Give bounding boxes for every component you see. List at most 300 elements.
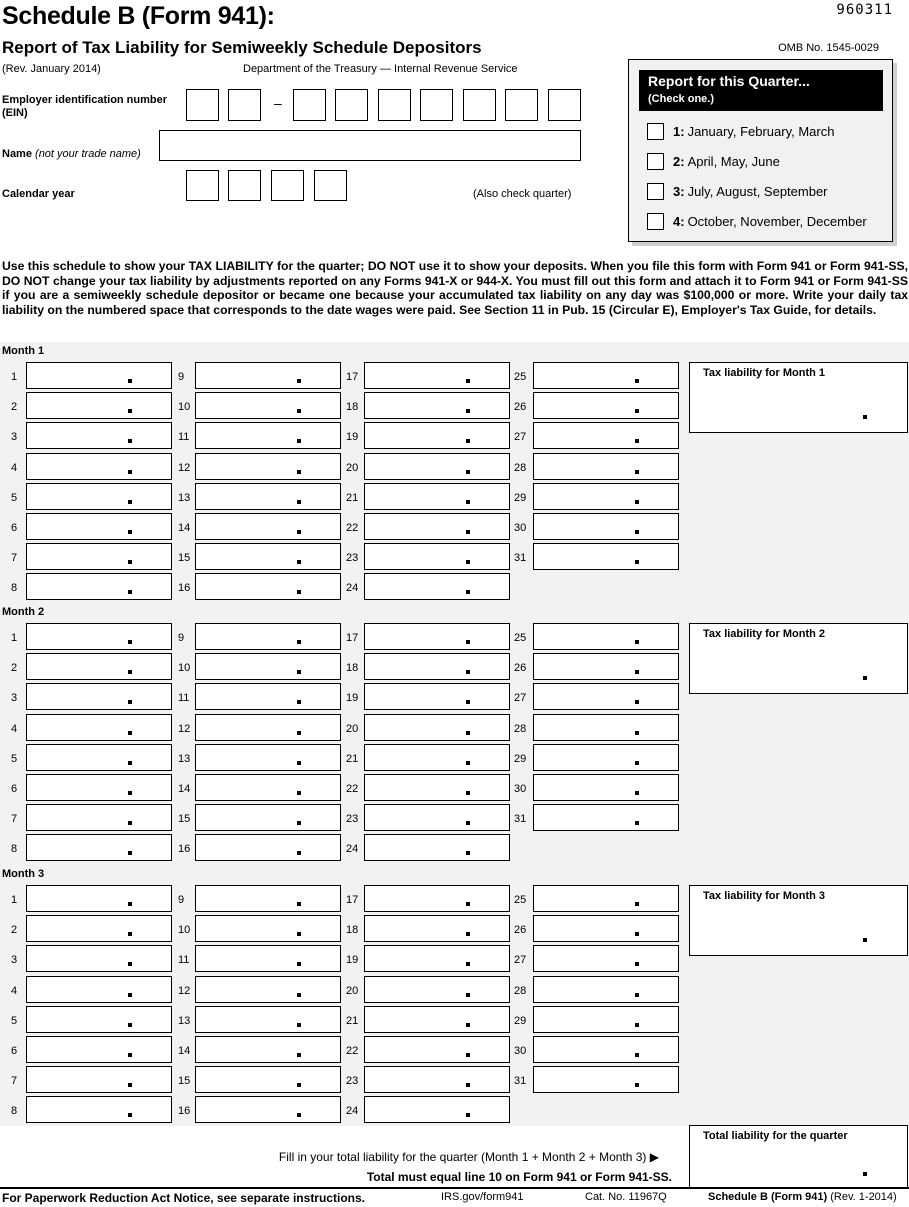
- quarter-heading-title: Report for this Quarter...: [648, 73, 810, 89]
- decimal-point: [128, 470, 132, 474]
- day-number: 10: [178, 662, 191, 675]
- decimal-point: [297, 409, 301, 413]
- quarter-option-num: 2:: [673, 154, 685, 169]
- decimal-point: [635, 821, 639, 825]
- total-fill-instruction: Fill in your total liability for the quarter (Month 1 + Month 2 + Month 3) ▶: [278, 1150, 659, 1164]
- day-number: 20: [346, 984, 359, 997]
- decimal-point: [635, 932, 639, 936]
- month-2-day-25-field[interactable]: [533, 623, 679, 650]
- day-number: 21: [346, 1014, 359, 1027]
- decimal-point: [128, 932, 132, 936]
- day-number: 11: [178, 431, 190, 444]
- month-2-day-2-field[interactable]: [26, 653, 172, 680]
- month-2-day-3-field[interactable]: [26, 683, 172, 710]
- day-number: 28: [514, 722, 527, 735]
- day-number: 30: [514, 1045, 527, 1057]
- day-number: 11: [178, 954, 190, 967]
- decimal-point: [635, 470, 639, 474]
- decimal-point: [863, 415, 867, 419]
- day-number: 10: [178, 401, 191, 414]
- day-number: 11: [178, 692, 190, 705]
- day-number: 3: [11, 431, 18, 444]
- decimal-point: [635, 640, 639, 644]
- day-number: 4: [11, 984, 18, 997]
- month-2-day-11-field[interactable]: [195, 683, 341, 710]
- month-2-day-9-field[interactable]: [195, 623, 341, 650]
- day-number: 1: [11, 371, 18, 383]
- month-1-day-18-field[interactable]: [364, 392, 510, 419]
- month-1-day-23-field[interactable]: [364, 543, 510, 570]
- month-3-day-5-field[interactable]: [26, 1006, 172, 1033]
- month-1-day-2-field[interactable]: [26, 392, 172, 419]
- month-1-day-10-field[interactable]: [195, 392, 341, 419]
- month-2-day-29-field[interactable]: [533, 744, 679, 771]
- month-3-day-15-field[interactable]: [195, 1066, 341, 1093]
- omb-number: OMB No. 1545-0029: [778, 42, 879, 54]
- month-1-day-1-field[interactable]: [26, 362, 172, 389]
- ein-digit-3[interactable]: [293, 89, 326, 121]
- day-number: 22: [346, 522, 359, 534]
- day-number: 9: [178, 894, 185, 906]
- month-2-day-24-field[interactable]: [364, 834, 510, 861]
- day-number: 20: [346, 722, 359, 735]
- month-1-total-box[interactable]: [689, 362, 908, 433]
- month-3-day-30-field[interactable]: [533, 1036, 679, 1063]
- day-number: 26: [514, 924, 527, 937]
- day-number: 16: [178, 582, 191, 595]
- month-3-day-18-field[interactable]: [364, 915, 510, 942]
- day-number: 15: [178, 813, 191, 826]
- decimal-point: [635, 902, 639, 906]
- decimal-point: [466, 439, 470, 443]
- total-must-equal: Total must equal line 10 on Form 941 or Form 941-SS.: [366, 1170, 672, 1184]
- month-3-day-19-field[interactable]: [364, 945, 510, 972]
- decimal-point: [297, 932, 301, 936]
- month-3-day-23-field[interactable]: [364, 1066, 510, 1093]
- form-title: Schedule B (Form 941):: [2, 2, 275, 30]
- month-2-day-18-field[interactable]: [364, 653, 510, 680]
- day-number: 5: [11, 1014, 18, 1027]
- month-1-day-27-field[interactable]: [533, 422, 679, 449]
- day-number: 7: [11, 813, 18, 826]
- footer-rule: [0, 1187, 909, 1189]
- total-liability-box[interactable]: [689, 1125, 908, 1188]
- revision-date: (Rev. January 2014): [2, 63, 101, 75]
- decimal-point: [128, 962, 132, 966]
- month-2-day-12-field[interactable]: [195, 714, 341, 741]
- day-number: 15: [178, 552, 191, 565]
- decimal-point: [635, 761, 639, 765]
- day-number: 22: [346, 1045, 359, 1057]
- month-1-day-26-field[interactable]: [533, 392, 679, 419]
- day-number: 19: [346, 954, 359, 967]
- decimal-point: [128, 379, 132, 383]
- decimal-point: [863, 676, 867, 680]
- month-2-day-27-field[interactable]: [533, 683, 679, 710]
- month-3-day-27-field[interactable]: [533, 945, 679, 972]
- month-3-day-16-field[interactable]: [195, 1096, 341, 1123]
- instructions-text: Use this schedule to show your TAX LIABILITY for the quarter; DO NOT use it to show your deposits. When you file this form with Form 941 or Form 941-SS, DO NOT change your tax liability by adjustments reported on any Forms 941-X or 944-X. You must fill out this form and attach it to Form 941 or Form 941-SS if you are a semiweekly schedule depositor or became one because your accumulated tax liability on any day was $100,000 or more. Write your daily tax liability on the numbered space that corresponds to the date wages were paid. See Section 11 in Pub. 15 (Circular E), Employer's Tax Guide, for details.: [2, 259, 908, 317]
- month-3-day-11-field[interactable]: [195, 945, 341, 972]
- decimal-point: [128, 1053, 132, 1057]
- calendar-year-label: Calendar year: [2, 188, 75, 200]
- quarter-checkbox-2[interactable]: [647, 153, 664, 170]
- month-2-day-16-field[interactable]: [195, 834, 341, 861]
- day-number: 17: [346, 632, 359, 644]
- year-digit-2[interactable]: [228, 170, 261, 201]
- month-3-day-13-field[interactable]: [195, 1006, 341, 1033]
- day-number: 28: [514, 984, 527, 997]
- decimal-point: [635, 1023, 639, 1027]
- day-number: 6: [11, 1045, 18, 1057]
- day-number: 14: [178, 783, 191, 795]
- quarter-option-label: April, May, June: [687, 154, 780, 169]
- day-number: 23: [346, 1075, 359, 1088]
- month-2-day-10-field[interactable]: [195, 653, 341, 680]
- month-2-day-6-field[interactable]: [26, 774, 172, 801]
- ein-digit-5[interactable]: [378, 89, 411, 121]
- decimal-point: [466, 902, 470, 906]
- ein-digit-9[interactable]: [548, 89, 581, 121]
- day-number: 17: [346, 894, 359, 906]
- ein-label-line1: Employer identification number: [2, 94, 168, 106]
- decimal-point: [128, 409, 132, 413]
- month-2-day-26-field[interactable]: [533, 653, 679, 680]
- decimal-point: [635, 409, 639, 413]
- quarter-checkbox-1[interactable]: [647, 123, 664, 140]
- form-code: 960311: [836, 2, 893, 18]
- decimal-point: [466, 409, 470, 413]
- day-number: 19: [346, 692, 359, 705]
- decimal-point: [466, 640, 470, 644]
- month-1-day-8-field[interactable]: [26, 573, 172, 600]
- decimal-point: [466, 731, 470, 735]
- day-number: 30: [514, 522, 527, 534]
- year-digit-3[interactable]: [271, 170, 304, 201]
- month-1-day-9-field[interactable]: [195, 362, 341, 389]
- quarter-checkbox-3[interactable]: [647, 183, 664, 200]
- schedule-footer-rev: (Rev. 1-2014): [830, 1191, 897, 1203]
- month-3-day-9-field[interactable]: [195, 885, 341, 912]
- day-number: 16: [178, 843, 191, 856]
- day-number: 13: [178, 1014, 191, 1027]
- month-1-day-30-field[interactable]: [533, 513, 679, 540]
- day-number: 9: [178, 371, 185, 383]
- name-field[interactable]: [159, 130, 581, 161]
- day-number: 14: [178, 1045, 191, 1057]
- decimal-point: [635, 993, 639, 997]
- day-number: 18: [346, 401, 359, 414]
- month-3-day-4-field[interactable]: [26, 976, 172, 1003]
- quarter-option-label: October, November, December: [687, 214, 867, 229]
- month-total-label: Tax liability for Month 1: [703, 367, 826, 379]
- decimal-point: [128, 761, 132, 765]
- day-number: 28: [514, 461, 527, 474]
- month-2-day-15-field[interactable]: [195, 804, 341, 831]
- month-3-day-2-field[interactable]: [26, 915, 172, 942]
- month-1-day-7-field[interactable]: [26, 543, 172, 570]
- decimal-point: [297, 439, 301, 443]
- quarter-option-4[interactable]: [647, 213, 867, 230]
- month-3-day-6-field[interactable]: [26, 1036, 172, 1063]
- month-1-day-12-field[interactable]: [195, 453, 341, 480]
- decimal-point: [128, 500, 132, 504]
- month-2-day-20-field[interactable]: [364, 714, 510, 741]
- month-2-day-4-field[interactable]: [26, 714, 172, 741]
- decimal-point: [635, 379, 639, 383]
- decimal-point: [297, 470, 301, 474]
- day-number: 2: [11, 401, 18, 414]
- ein-digit-4[interactable]: [335, 89, 368, 121]
- month-1-day-6-field[interactable]: [26, 513, 172, 540]
- decimal-point: [466, 379, 470, 383]
- month-2-day-19-field[interactable]: [364, 683, 510, 710]
- schedule-footer: [708, 1191, 897, 1203]
- month-label: Month 2: [2, 606, 45, 618]
- day-number: 29: [514, 752, 527, 765]
- day-number: 24: [346, 843, 359, 856]
- day-number: 27: [514, 954, 527, 967]
- day-number: 8: [11, 1105, 18, 1118]
- month-2-day-8-field[interactable]: [26, 834, 172, 861]
- month-total-label: Tax liability for Month 3: [703, 890, 826, 902]
- month-1-day-16-field[interactable]: [195, 573, 341, 600]
- day-number: 9: [178, 632, 185, 644]
- month-3-total-box[interactable]: [689, 885, 908, 956]
- month-3-day-26-field[interactable]: [533, 915, 679, 942]
- month-1-day-19-field[interactable]: [364, 422, 510, 449]
- decimal-point: [635, 731, 639, 735]
- day-number: 7: [11, 1075, 18, 1088]
- name-label-text: Name: [2, 148, 32, 160]
- day-number: 26: [514, 401, 527, 414]
- day-number: 27: [514, 431, 527, 444]
- decimal-point: [128, 993, 132, 997]
- decimal-point: [466, 1023, 470, 1027]
- quarter-option-label: January, February, March: [687, 124, 835, 139]
- quarter-panel: [628, 59, 893, 242]
- day-number: 14: [178, 522, 191, 534]
- month-1-day-13-field[interactable]: [195, 483, 341, 510]
- decimal-point: [128, 851, 132, 855]
- total-liability-label: Total liability for the quarter: [703, 1130, 848, 1142]
- decimal-point: [466, 1083, 470, 1087]
- month-1-day-24-field[interactable]: [364, 573, 510, 600]
- month-2-day-28-field[interactable]: [533, 714, 679, 741]
- decimal-point: [128, 1023, 132, 1027]
- year-digit-4[interactable]: [314, 170, 347, 201]
- decimal-point: [466, 962, 470, 966]
- month-1-day-15-field[interactable]: [195, 543, 341, 570]
- day-number: 6: [11, 522, 18, 534]
- decimal-point: [297, 700, 301, 704]
- month-3-day-28-field[interactable]: [533, 976, 679, 1003]
- decimal-point: [635, 1083, 639, 1087]
- decimal-point: [466, 761, 470, 765]
- month-3-day-20-field[interactable]: [364, 976, 510, 1003]
- month-2-day-31-field[interactable]: [533, 804, 679, 831]
- decimal-point: [297, 640, 301, 644]
- decimal-point: [297, 791, 301, 795]
- month-1-day-11-field[interactable]: [195, 422, 341, 449]
- quarter-option-label: July, August, September: [687, 184, 828, 199]
- decimal-point: [635, 439, 639, 443]
- day-number: 1: [11, 632, 18, 644]
- day-number: 31: [514, 552, 527, 565]
- decimal-point: [635, 500, 639, 504]
- day-number: 24: [346, 582, 359, 595]
- ein-digit-8[interactable]: [505, 89, 538, 121]
- decimal-point: [128, 821, 132, 825]
- decimal-point: [466, 821, 470, 825]
- decimal-point: [128, 439, 132, 443]
- day-number: 27: [514, 692, 527, 705]
- quarter-option-num: 3:: [673, 184, 685, 199]
- month-2-day-21-field[interactable]: [364, 744, 510, 771]
- month-3-day-7-field[interactable]: [26, 1066, 172, 1093]
- decimal-point: [297, 731, 301, 735]
- day-number: 21: [346, 491, 359, 504]
- month-2-day-7-field[interactable]: [26, 804, 172, 831]
- month-2-day-1-field[interactable]: [26, 623, 172, 650]
- day-number: 2: [11, 924, 18, 937]
- month-2-total-box[interactable]: [689, 623, 908, 694]
- decimal-point: [297, 761, 301, 765]
- decimal-point: [128, 791, 132, 795]
- day-number: 16: [178, 1105, 191, 1118]
- decimal-point: [466, 560, 470, 564]
- decimal-point: [635, 1053, 639, 1057]
- decimal-point: [297, 962, 301, 966]
- month-3-day-12-field[interactable]: [195, 976, 341, 1003]
- month-1-day-25-field[interactable]: [533, 362, 679, 389]
- month-3-day-8-field[interactable]: [26, 1096, 172, 1123]
- decimal-point: [128, 530, 132, 534]
- decimal-point: [466, 500, 470, 504]
- decimal-point: [466, 1113, 470, 1117]
- month-3-day-10-field[interactable]: [195, 915, 341, 942]
- decimal-point: [863, 1172, 867, 1176]
- month-1-day-20-field[interactable]: [364, 453, 510, 480]
- month-1-day-29-field[interactable]: [533, 483, 679, 510]
- month-3-day-1-field[interactable]: [26, 885, 172, 912]
- decimal-point: [466, 1053, 470, 1057]
- day-number: 5: [11, 491, 18, 504]
- month-2-day-30-field[interactable]: [533, 774, 679, 801]
- day-number: 3: [11, 692, 18, 705]
- ein-digit-6[interactable]: [420, 89, 453, 121]
- day-number: 29: [514, 1014, 527, 1027]
- decimal-point: [466, 530, 470, 534]
- decimal-point: [466, 851, 470, 855]
- quarter-option-2[interactable]: [647, 153, 780, 170]
- month-2-day-13-field[interactable]: [195, 744, 341, 771]
- month-3-day-22-field[interactable]: [364, 1036, 510, 1063]
- quarter-option-1[interactable]: [647, 123, 834, 140]
- decimal-point: [466, 791, 470, 795]
- decimal-point: [466, 590, 470, 594]
- month-total-label: Tax liability for Month 2: [703, 628, 826, 640]
- month-1-day-3-field[interactable]: [26, 422, 172, 449]
- month-1-day-14-field[interactable]: [195, 513, 341, 540]
- department-name: Department of the Treasury — Internal Revenue Service: [243, 63, 518, 75]
- quarter-checkbox-4[interactable]: [647, 213, 664, 230]
- decimal-point: [128, 1113, 132, 1117]
- decimal-point: [635, 791, 639, 795]
- month-1-day-22-field[interactable]: [364, 513, 510, 540]
- day-number: 5: [11, 752, 18, 765]
- catalog-number: Cat. No. 11967Q: [585, 1191, 667, 1203]
- quarter-option-num: 1:: [673, 124, 685, 139]
- month-3-day-21-field[interactable]: [364, 1006, 510, 1033]
- ein-label: [2, 94, 167, 120]
- decimal-point: [466, 932, 470, 936]
- day-number: 4: [11, 461, 18, 474]
- day-number: 26: [514, 662, 527, 675]
- month-2-day-5-field[interactable]: [26, 744, 172, 771]
- decimal-point: [297, 590, 301, 594]
- month-2-day-14-field[interactable]: [195, 774, 341, 801]
- decimal-point: [297, 1113, 301, 1117]
- month-1-day-28-field[interactable]: [533, 453, 679, 480]
- ein-digit-2[interactable]: [228, 89, 261, 121]
- day-number: 21: [346, 752, 359, 765]
- day-number: 31: [514, 813, 527, 826]
- day-number: 23: [346, 552, 359, 565]
- month-3-day-24-field[interactable]: [364, 1096, 510, 1123]
- decimal-point: [297, 379, 301, 383]
- decimal-point: [128, 902, 132, 906]
- name-label: [2, 148, 141, 161]
- month-1-day-21-field[interactable]: [364, 483, 510, 510]
- year-digit-1[interactable]: [186, 170, 219, 201]
- decimal-point: [128, 640, 132, 644]
- quarter-heading: [639, 70, 883, 111]
- month-1-day-17-field[interactable]: [364, 362, 510, 389]
- day-number: 23: [346, 813, 359, 826]
- ein-digit-1[interactable]: [186, 89, 219, 121]
- month-2-day-17-field[interactable]: [364, 623, 510, 650]
- day-number: 18: [346, 924, 359, 937]
- irs-url: IRS.gov/form941: [441, 1191, 524, 1203]
- month-3-day-25-field[interactable]: [533, 885, 679, 912]
- decimal-point: [466, 993, 470, 997]
- month-2-day-23-field[interactable]: [364, 804, 510, 831]
- day-number: 22: [346, 783, 359, 795]
- month-3-day-14-field[interactable]: [195, 1036, 341, 1063]
- month-3-day-17-field[interactable]: [364, 885, 510, 912]
- month-1-day-31-field[interactable]: [533, 543, 679, 570]
- ein-digit-7[interactable]: [463, 89, 496, 121]
- day-number: 17: [346, 371, 359, 383]
- ein-dash: –: [274, 95, 282, 111]
- day-number: 12: [178, 461, 191, 474]
- month-3-day-29-field[interactable]: [533, 1006, 679, 1033]
- quarter-option-3[interactable]: [647, 183, 828, 200]
- decimal-point: [635, 962, 639, 966]
- decimal-point: [635, 530, 639, 534]
- decimal-point: [466, 670, 470, 674]
- decimal-point: [297, 902, 301, 906]
- month-1-day-5-field[interactable]: [26, 483, 172, 510]
- day-number: 8: [11, 843, 18, 856]
- day-number: 24: [346, 1105, 359, 1118]
- month-3-day-31-field[interactable]: [533, 1066, 679, 1093]
- month-2-day-22-field[interactable]: [364, 774, 510, 801]
- month-3-day-3-field[interactable]: [26, 945, 172, 972]
- decimal-point: [297, 670, 301, 674]
- month-1-day-4-field[interactable]: [26, 453, 172, 480]
